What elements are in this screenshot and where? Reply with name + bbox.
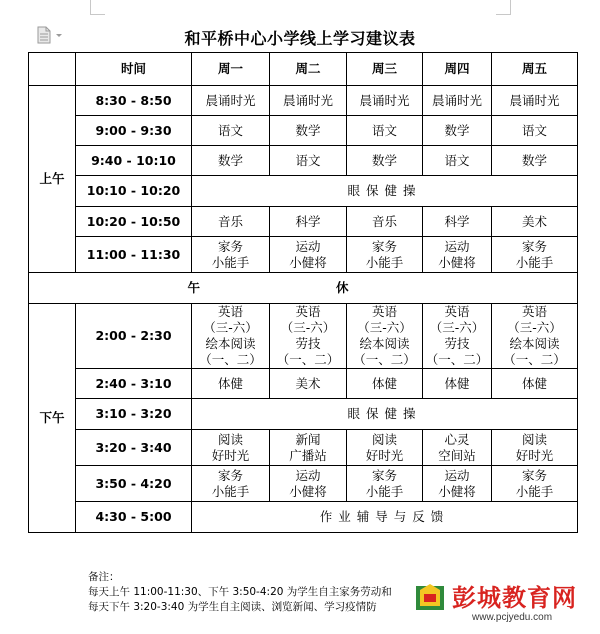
- time-cell: 10:20 - 10:50: [76, 207, 192, 237]
- cell-line: 绘本阅读: [509, 336, 560, 351]
- cell-line: （一、二）: [425, 352, 489, 367]
- cell-line: 心灵: [444, 431, 470, 447]
- activity-cell: [270, 430, 347, 466]
- watermark-name: 彭城教育网: [452, 584, 577, 612]
- cell-line: 阅读: [371, 431, 397, 447]
- table-row: [29, 369, 578, 399]
- cell-line: （三-六）: [357, 320, 412, 335]
- cell-line: 小能手: [211, 254, 250, 270]
- cell-line: 好时光: [365, 447, 404, 463]
- header-time: 时间: [76, 53, 192, 86]
- cell-line: 家务: [217, 467, 243, 483]
- activity-cell: [192, 237, 270, 273]
- activity-cell: 晨诵时光: [347, 86, 423, 116]
- activity-cell: 晨诵时光: [270, 86, 347, 116]
- activity-cell: [347, 237, 423, 273]
- cell-line: （三-六）: [507, 320, 562, 335]
- table-row: [29, 237, 578, 273]
- header-day: 周五: [492, 53, 578, 86]
- merged-activity-cell: 作业辅导与反馈: [192, 502, 578, 533]
- cell-line: 小健将: [438, 483, 476, 499]
- cell-line: 小健将: [289, 483, 327, 499]
- header-day: 周一: [192, 53, 270, 86]
- activity-cell: 体健: [347, 369, 423, 399]
- time-cell: 10:10 - 10:20: [76, 176, 192, 207]
- activity-cell: [492, 237, 578, 273]
- activity-cell: 语文: [347, 116, 423, 146]
- table-row: [29, 146, 578, 176]
- header-blank: [29, 53, 76, 86]
- cell-line: 家务: [371, 467, 397, 483]
- activity-cell: 体健: [192, 369, 270, 399]
- activity-cell: 数学: [347, 146, 423, 176]
- table-row: [29, 466, 578, 502]
- cell-line: （一、二）: [199, 352, 262, 367]
- activity-cell: [347, 304, 423, 369]
- activity-cell: [270, 304, 347, 369]
- activity-cell: 数学: [192, 146, 270, 176]
- cell-line: 阅读: [521, 431, 547, 447]
- merged-activity-cell: 眼保健操: [192, 399, 578, 430]
- period-morning: 上午: [29, 86, 76, 273]
- activity-cell: 数学: [423, 116, 492, 146]
- activity-cell: [347, 466, 423, 502]
- activity-cell: [492, 466, 578, 502]
- notes-line-2: 每天下午 3:20-3:40 为学生自主阅读、浏览新闻、学习疫情防: [88, 601, 377, 613]
- period-afternoon: 下午: [29, 304, 76, 533]
- activity-cell: 语文: [492, 116, 578, 146]
- table-row: [29, 207, 578, 237]
- activity-cell: 音乐: [347, 207, 423, 237]
- margin-mark-right: [496, 0, 511, 15]
- time-cell: 2:00 - 2:30: [76, 304, 192, 369]
- activity-cell: 晨诵时光: [492, 86, 578, 116]
- cell-line: （一、二）: [503, 352, 566, 367]
- time-cell: 4:30 - 5:00: [76, 502, 192, 533]
- header-day: 周四: [423, 53, 492, 86]
- activity-cell: 美术: [270, 369, 347, 399]
- cell-line: 好时光: [211, 447, 250, 463]
- activity-cell: 数学: [270, 116, 347, 146]
- activity-cell: 科学: [270, 207, 347, 237]
- table-row: [29, 304, 578, 369]
- page-title: 和平桥中心小学线上学习建议表: [184, 29, 416, 48]
- cell-line: （一、二）: [276, 352, 340, 367]
- activity-cell: [423, 237, 492, 273]
- time-cell: 11:00 - 11:30: [76, 237, 192, 273]
- cell-line: 英语: [521, 304, 547, 319]
- cell-line: 英语: [295, 304, 321, 319]
- activity-cell: 科学: [423, 207, 492, 237]
- activity-cell: [192, 466, 270, 502]
- cell-line: 空间站: [438, 447, 476, 463]
- noon-label-left: 午: [187, 280, 200, 295]
- cell-line: 运动: [295, 467, 321, 483]
- header-day: 周三: [347, 53, 423, 86]
- activity-cell: [270, 466, 347, 502]
- watermark-url: www.pcjyedu.com: [472, 612, 553, 623]
- cell-line: 小能手: [211, 483, 250, 499]
- cell-line: 英语: [371, 304, 397, 319]
- header-row: [29, 53, 578, 86]
- cell-line: 小健将: [289, 254, 327, 270]
- cell-line: （一、二）: [353, 352, 416, 367]
- cell-line: （三-六）: [429, 320, 485, 335]
- cell-line: 小能手: [515, 254, 554, 270]
- time-cell: 3:20 - 3:40: [76, 430, 192, 466]
- header-day: 周二: [270, 53, 347, 86]
- cell-line: 家务: [371, 238, 397, 254]
- cell-line: 运动: [444, 238, 470, 254]
- cell-line: 英语: [444, 304, 470, 319]
- cell-line: 家务: [217, 238, 243, 254]
- activity-cell: 语文: [192, 116, 270, 146]
- activity-cell: 晨诵时光: [423, 86, 492, 116]
- table-row: [29, 176, 578, 207]
- time-cell: 8:30 - 8:50: [76, 86, 192, 116]
- activity-cell: [423, 304, 492, 369]
- cell-line: （三-六）: [280, 320, 336, 335]
- watermark-logo-icon: [412, 580, 448, 614]
- notes-heading: 备注：: [88, 571, 120, 583]
- time-cell: 2:40 - 3:10: [76, 369, 192, 399]
- cell-line: 阅读: [217, 431, 243, 447]
- cell-line: 小能手: [515, 483, 554, 499]
- noon-label-right: 休: [336, 280, 349, 295]
- cell-line: 新闻: [295, 431, 321, 447]
- site-watermark: [412, 576, 592, 634]
- cell-line: 绘本阅读: [205, 336, 256, 351]
- table-row: [29, 502, 578, 533]
- activity-cell: [492, 430, 578, 466]
- activity-cell: 语文: [270, 146, 347, 176]
- cell-line: 小能手: [365, 483, 404, 499]
- table-row: [29, 116, 578, 146]
- cell-line: 英语: [217, 304, 243, 319]
- time-cell: 3:50 - 4:20: [76, 466, 192, 502]
- activity-cell: [192, 304, 270, 369]
- table-row: [29, 430, 578, 466]
- cell-line: 运动: [444, 467, 470, 483]
- time-cell: 9:00 - 9:30: [76, 116, 192, 146]
- cell-line: 绘本阅读: [359, 336, 410, 351]
- table-row: [29, 86, 578, 116]
- activity-cell: [423, 430, 492, 466]
- cell-line: 小健将: [438, 254, 476, 270]
- activity-cell: 数学: [492, 146, 578, 176]
- notes-line-1: 每天上午 11:00-11:30、下午 3:50-4:20 为学生自主家务劳动和: [88, 586, 392, 598]
- schedule-table: [28, 52, 578, 533]
- noon-break-row: [29, 273, 578, 304]
- cell-line: 运动: [295, 238, 321, 254]
- merged-activity-cell: 眼保健操: [192, 176, 578, 207]
- cell-line: 好时光: [515, 447, 554, 463]
- activity-cell: 语文: [423, 146, 492, 176]
- cell-line: 家务: [521, 238, 547, 254]
- noon-break-cell: [29, 273, 578, 304]
- activity-cell: 体健: [423, 369, 492, 399]
- activity-cell: 晨诵时光: [192, 86, 270, 116]
- activity-cell: 美术: [492, 207, 578, 237]
- activity-cell: [192, 430, 270, 466]
- activity-cell: [492, 304, 578, 369]
- cell-line: 劳技: [444, 336, 470, 351]
- activity-cell: [423, 466, 492, 502]
- time-cell: 3:10 - 3:20: [76, 399, 192, 430]
- activity-cell: 音乐: [192, 207, 270, 237]
- margin-mark-left: [90, 0, 105, 15]
- cell-line: （三-六）: [203, 320, 258, 335]
- cell-line: 劳技: [295, 336, 321, 351]
- activity-cell: 体健: [492, 369, 578, 399]
- cell-line: 小能手: [365, 254, 404, 270]
- table-row: [29, 399, 578, 430]
- activity-cell: [347, 430, 423, 466]
- cell-line: 广播站: [289, 447, 327, 463]
- activity-cell: [270, 237, 347, 273]
- time-cell: 9:40 - 10:10: [76, 146, 192, 176]
- cell-line: 家务: [521, 467, 547, 483]
